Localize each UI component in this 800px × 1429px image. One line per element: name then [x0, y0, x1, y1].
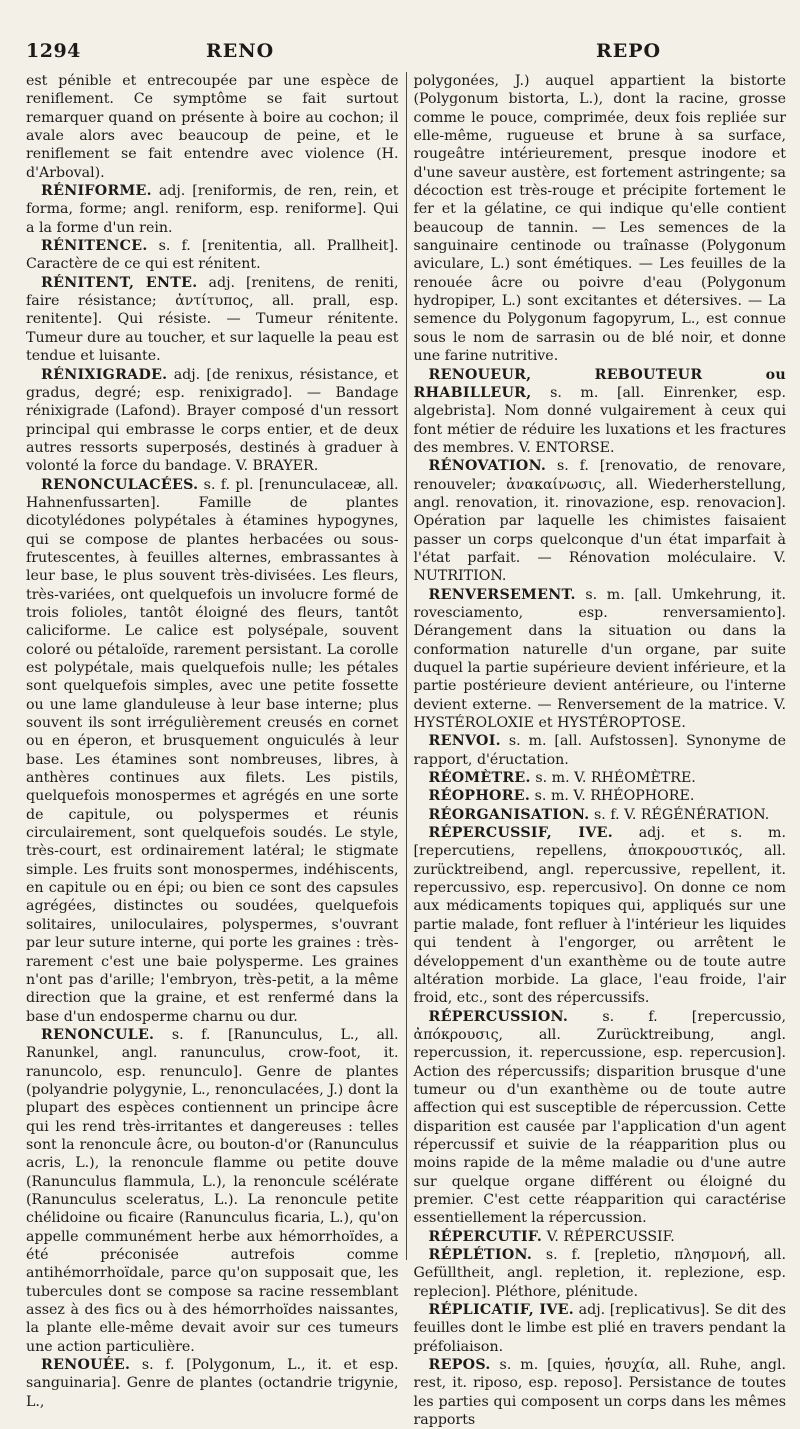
entry-headword: RÉPERCUSSIF, IVE. — [428, 825, 614, 842]
entry-text: s. f. [repercussio, ἀπόκρουσις, all. Zurücktreibung, angl. repercussion, it. repercussione, esp. repercusion]. Action des répercussifs; disparition brusque d'une tumeur ou d'un exanthème ou de toute autre affection qui est susceptible de répercussion. Cette disparition est causée par l'application d'un agent répercussif et suivie de la réapparition plus ou moins rapide de la même maladie ou d'une autre sur quelque organe différent ou éloigné du premier. C'est cette réapparition qui caractérise essentiellement la répercussion. — [413, 1008, 786, 1227]
entry-headword: RENVERSEMENT. — [428, 586, 576, 603]
entry-text: s. m. V. RHÉOPHORE. — [534, 788, 695, 805]
page-number: 1294 — [26, 40, 81, 62]
entry-text: adj. [replicativus]. Se dit des feuilles dont le limbe est plié en travers pendant la préfoliaison. — [413, 1302, 786, 1355]
entry-text: V. RÉPERCUSSIF. — [546, 1228, 675, 1245]
entry-headword: RÉPLÉTION. — [428, 1247, 533, 1263]
page-header — [26, 40, 786, 64]
dictionary-entry — [26, 366, 399, 476]
entry-text: s. m. V. RHÉOMÈTRE. — [535, 770, 696, 787]
entry-text: s. f. [Ranunculus, L., all. Ranunkel, angl. ranunculus, crow-foot, it. ranuncolo, esp. renunculo]. Genre de plantes (polyandrie polygynie, L., renonculacées, J.) dont la plupart des espèces contiennent un principe âcre qui les rend très-irritantes et dangereuses : telles sont la renoncule âcre, ou bouton-d'or (Ranunculus acris, L.), la renoncule flamme ou petite douve (Ranunculus flammula, L.), la renoncule scélérate (Ranunculus sceleratus, L.). La renoncule petite chélidoine ou ficaire (Ranunculus ficaria, L.), qu'on appelle communément herbe aux hémorrhoïdes, a été préconisée autrefois comme antihémorrhoïdale, parce qu'on supposait que, les tubercules dont se compose sa racine ressemblant assez à des fics ou à des hémorrhoïdes naissantes, la plante elle-même devait avoir sur ces tumeurs une action particulière. — [26, 1026, 399, 1355]
dictionary-entry — [414, 732, 787, 769]
dictionary-entry — [26, 237, 399, 274]
dictionary-entry — [414, 1008, 787, 1228]
entry-text: s. m. [quies, ἡσυχία, all. Ruhe, angl. rest, it. riposo, esp. reposo]. Persistance de toutes les parties qui composent un corps dans les mêmes rapports — [413, 1357, 786, 1429]
dictionary-entry — [414, 72, 787, 366]
entry-text: adj. [reniformis, de ren, rein, et forma, forme; angl. reniform, esp. reniforme]. Qui a la forme d'un rein. — [26, 183, 399, 236]
running-head-left: RENO — [206, 40, 275, 62]
entry-text: s. f. pl. [renunculaceæ, all. Hahnenfussarten]. Famille de plantes dicotylédones polypétales à étamines hypogynes, qui se compose de plantes herbacées ou sous-frutescentes, à feuilles alternes, embrassantes à leur base, le plus souvent très-divisées. Les fleurs, très-variées, ont quelquefois un involucre formé de trois folioles, tantôt éloigné des fleurs, tantôt caliciforme. Le calice est polysépale, souvent coloré ou pétaloïde, rarement persistant. La corolle est polypétale, mais quelquefois nulle; les pétales sont quelquefois simples, avec une petite fossette ou une lame glanduleuse à leur base interne; plus souvent ils sont irrégulièrement creusés en cornet ou en éperon, et brusquement onguiculés à leur base. Les étamines sont nombreuses, libres, à anthères continues aux filets. Les pistils, quelquefois monospermes et agrégés en une sorte de capitule, ou polyspermes et réunis circulairement, sont quelquefois soudés. Le style, très-court, est ordinairement latéral; le stigmate simple. Les fruits sont monospermes, indéhiscents, en capitule ou en épi; ou bien ce sont des capsules agrégées, distinctes ou soudées, quelquefois solitaires, uniloculaires, polyspermes, s'ouvrant par leur suture interne, qui porte les graines : très-rarement c'est une baie polysperme. Les graines n'ont pas d'arille; l'embryon, très-petit, a la même direction que la graine, et est renfermé dans la base d'un endosperme charnu ou dur. — [26, 476, 399, 1025]
entry-headword: RENOUEUR, REBOUTEUR ou RHABILLEUR, — [413, 366, 786, 401]
entry-text: polygonées, J.) auquel appartient la bistorte (Polygonum bistorta, L.), dont la racine, grosse comme le pouce, comprimée, deux fois repliée sur elle-même, rugueuse et brune à sa surface, rougeâtre intérieurement, presque inodore et d'une saveur austère, est fortement astringente; sa décoction est très-rouge et précipite fortement le fer et la gélatine, ce qui indique qu'elle contient beaucoup de tannin. — Les semences de la sanguinaire centinode ou traînasse (Polygonum aviculare, L.) sont émétiques. — Les feuilles de la renouée âcre ou poivre d'eau (Polygonum hydropiper, L.) sont excitantes et détersives. — La semence du Polygonum fagopyrum, L., est connue sous le nom de sarrasin ou de blé noir, et donne une farine nutritive. — [413, 73, 786, 365]
entry-text: s. f. [renitentia, all. Prallheit]. Caractère de ce qui est rénitent. — [26, 238, 399, 273]
dictionary-entry — [26, 1026, 399, 1356]
entry-headword: RÉNIXIGRADE. — [41, 366, 168, 383]
entry-headword: REPOS. — [428, 1357, 491, 1374]
dictionary-entry — [414, 787, 787, 805]
entry-headword: RÉNOVATION. — [428, 458, 547, 475]
dictionary-entry — [414, 1301, 787, 1356]
dictionary-entry — [414, 824, 787, 1007]
dictionary-entry — [414, 586, 787, 733]
dictionary-entry — [414, 1356, 787, 1429]
entry-headword: RÉORGANISATION. — [428, 806, 590, 823]
entry-headword: RÉOPHORE. — [428, 788, 531, 805]
dictionary-entry — [26, 476, 399, 1026]
entry-text: est pénible et entrecoupée par une espèce de reniflement. Ce symptôme se fait surtout remarquer quand on présente à boire au cochon; il avale alors avec beaucoup de peine, et le reniflement se fait entendre avec violence (H. d'Arboval). — [26, 73, 399, 181]
dictionary-entry — [26, 1356, 399, 1411]
dictionary-entry — [414, 806, 787, 824]
dictionary-entry — [26, 182, 399, 237]
entry-headword: RÉOMÈTRE. — [428, 770, 531, 787]
entry-headword: RÉNITENCE. — [41, 238, 148, 255]
dictionary-entry — [414, 457, 787, 585]
text-columns — [26, 72, 787, 1429]
entry-text: s. m. [all. Aufstossen]. Synonyme de rapport, d'éructation. — [413, 733, 786, 768]
entry-text: s. f. V. RÉGÉNÉRATION. — [594, 806, 770, 823]
running-head-right: REPO — [596, 40, 662, 62]
entry-headword: RENONCULE. — [41, 1026, 155, 1043]
dictionary-entry — [414, 769, 787, 787]
entry-text: s. m. [all. Einrenker, esp. algebrista]. Nom donné vulgairement à ceux qui font métier de réduire les luxations et les fractures des membres. V. ENTORSE. — [413, 384, 787, 456]
entry-headword: RÉPERCUTIF. — [428, 1228, 543, 1245]
entry-text: adj. [renitens, de reniti, faire résistance; ἀντίτυπος, all. prall, esp. renitente]. Qui résiste. — Tumeur rénitente. Tumeur dure au toucher, et sur laquelle la peau est tendue et luisante. — [26, 274, 399, 365]
dictionary-entry — [414, 1246, 787, 1301]
dictionary-entry — [414, 1228, 787, 1246]
entry-headword: RENONCULACÉES. — [41, 476, 199, 493]
entry-headword: RÉPERCUSSION. — [428, 1008, 569, 1025]
entry-text: s. f. [repletio, πλησμονή, all. Gefülltheit, angl. repletion, it. replezione, esp. replecion]. Pléthore, plénitude. — [413, 1247, 787, 1300]
dictionary-entry — [26, 72, 399, 182]
entry-headword: RÉPLICATIF, IVE. — [428, 1302, 574, 1319]
entry-text: adj. [de renixus, résistance, et gradus, degré; esp. renixigrado]. — Bandage rénixigrade (Lafond). Brayer composé d'un ressort principal qui embrasse le corps entier, et de deux autres ressorts superposés, destinés à graduer à volonté la force du bandage. V. BRAYER. — [26, 366, 399, 475]
dictionary-entry — [414, 366, 787, 458]
entry-text: s. f. [Polygonum, L., it. et esp. sanguinaria]. Genre de plantes (octandrie trigynie, L., — [26, 1357, 399, 1410]
dictionary-entry — [26, 274, 399, 366]
entry-headword: RÉNITENT, ENTE. — [41, 274, 198, 291]
entry-text: s. m. [all. Umkehrung, it. rovesciamento, esp. renversamiento]. Dérangement dans la situation ou dans la conformation naturelle d'un organe, par suite duquel la partie supérieure devient inférieure, et la partie postérieure devient antérieure, ou l'interne devient externe. — Renversement de la matrice. V. HYSTÉROLOXIE et HYSTÉROPTOSE. — [413, 586, 787, 732]
entry-headword: RÉNIFORME. — [41, 183, 152, 200]
entry-headword: RENVOI. — [428, 733, 501, 750]
entry-text: adj. et s. m. [repercutiens, repellens, ἀποκρουστικός, all. zurücktreibend, angl. repercussive, repellent, it. repercussivo, esp. repercusivo]. On donne ce nom aux médicaments topiques qui, appliqués sur une partie malade, font refluer à l'intérieur les liquides qui tendent à l'engorger, ou arrêtent le développement d'un exanthème ou de toute autre altération morbide. La glace, l'eau froide, l'air froid, etc., sont des répercussifs. — [413, 825, 786, 1007]
entry-headword: RENOUÉE. — [41, 1357, 131, 1374]
right-column — [406, 72, 787, 1429]
left-column — [26, 72, 406, 1410]
entry-text: s. f. [renovatio, de renovare, renouveler; ἀνακαίνωσις, all. Wiederherstellung, angl. renovation, it. rinovazione, esp. renovacion]. Opération par laquelle les chimistes faisaient passer un corps quelconque d'un état imparfait à l'état parfait. — Rénovation moléculaire. V. NUTRITION. — [413, 458, 786, 585]
